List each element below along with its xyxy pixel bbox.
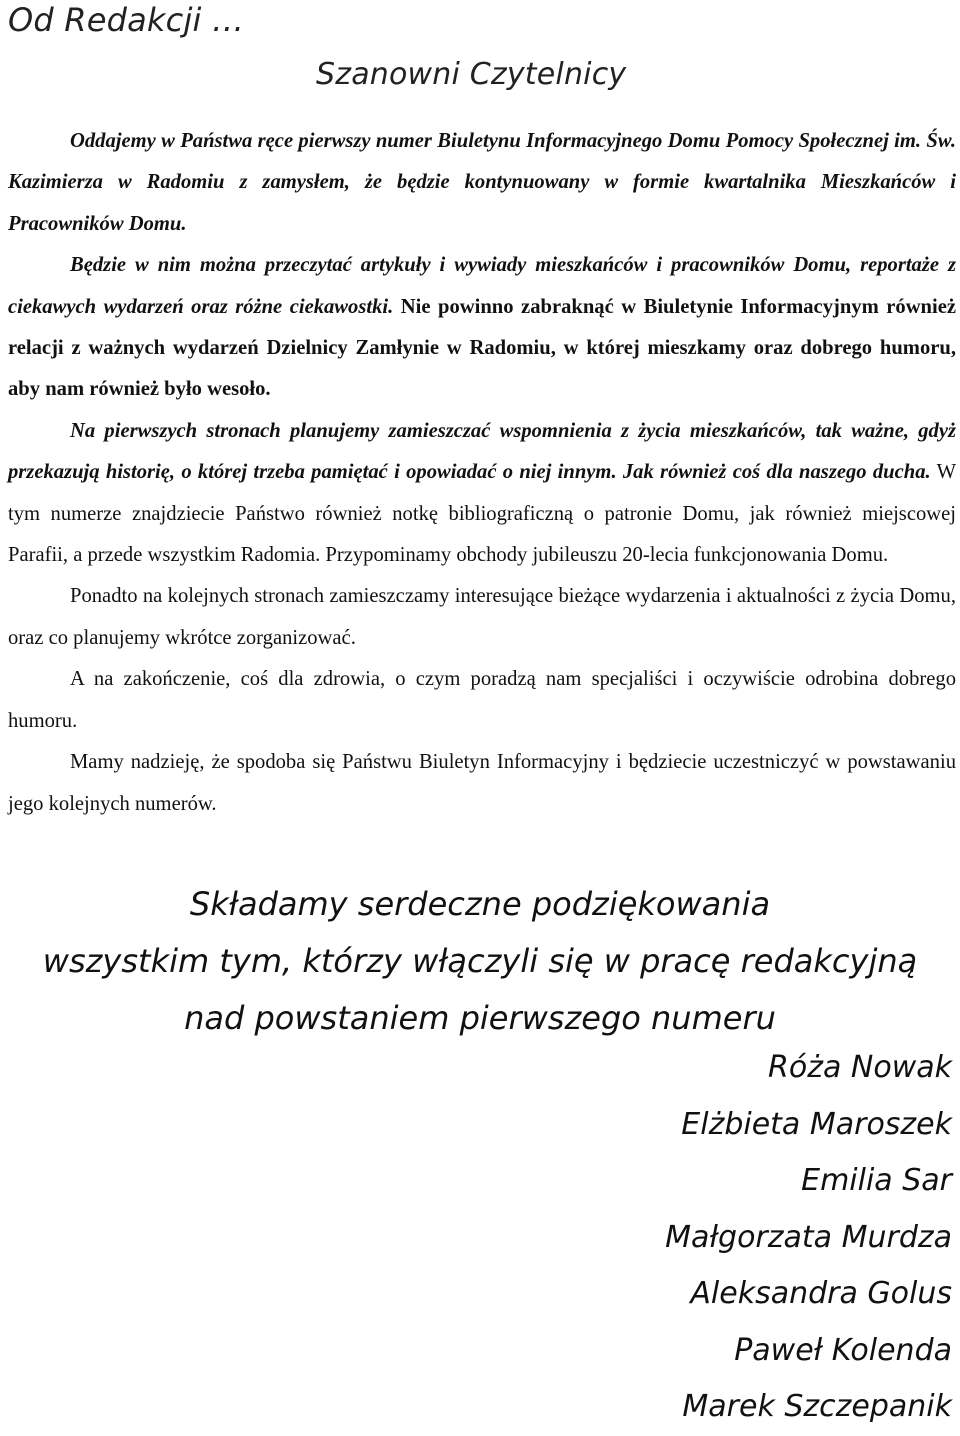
paragraph-closing-text: Mamy nadzieję, że spodoba się Państwu Biuletyn Informacyjny i będziecie uczestniczyć w powstawaniu jego kolejnych numerów. (8, 751, 956, 815)
paragraph-contents-text-a: Będzie w nim można przeczytać artykuły i wywiady mieszkańców i pracowników Domu, reportaże z ciekawych wydarzeń oraz różne ciekawostki. (8, 254, 956, 318)
thanks-block (0, 876, 960, 1047)
thanks-line-1: Składamy serdeczne podziękowania (189, 885, 771, 923)
paragraph-memories-text-b: W tym numerze znajdziecie Państwo również notkę bibliograficzną o patronie Domu, jak również miejscowej Parafii, a przede wszystkim Radomia. Przypominamy obchody jubileuszu 20-lecia funkcjonowania Domu. (8, 461, 957, 567)
editor-name: Emilia Sar (801, 1163, 952, 1198)
paragraph-contents-text-b: Nie powinno zabraknąć w Biuletynie Informacyjnym również relacji z ważnych wydarzeń Dzielnicy Zamłynie w Radomiu, w której mieszkamy oraz dobrego humoru, aby nam również było wesoło. (8, 295, 957, 401)
thanks-line-2: wszystkim tym, którzy włączyli się w pracę redakcyjną (42, 942, 918, 980)
editor-name: Małgorzata Murdza (665, 1219, 952, 1255)
editor-name: Róża Nowak (768, 1050, 952, 1085)
paragraph-news-text: Ponadto na kolejnych stronach zamieszczamy interesujące bieżące wydarzenia i aktualności z życia Domu, oraz co planujemy wkrótce zorganizować. (8, 585, 956, 649)
editor-name: Aleksandra Golus (690, 1276, 952, 1311)
paragraph-memories-text-a: Na pierwszych stronach planujemy zamieszczać wspomnienia z życia mieszkańców, tak ważne, gdyż przekazują historię, o której trzeba pamiętać i opowiadać o niej innym. Jak również coś dla naszego ducha. (8, 419, 956, 484)
editors-list (665, 1040, 952, 1436)
letter-body (8, 121, 956, 825)
salutation: Szanowni Czytelnicy (316, 57, 627, 92)
paragraph-memories (8, 411, 956, 577)
paragraph-news (8, 576, 956, 659)
paragraph-intro-text: Oddajemy w Państwa ręce pierwszy numer Biuletynu Informacyjnego Domu Pomocy Społecznej im. Św. Kazimierza w Radomiu z zamysłem, że będzie kontynuowany w formie kwartalnika Mieszkańców i Pracowników Domu. (8, 130, 956, 235)
thanks-line-3: nad powstaniem pierwszego numeru (184, 999, 776, 1037)
editor-name: Paweł Kolenda (734, 1332, 952, 1368)
paragraph-health (8, 659, 956, 742)
editor-name: Marek Szczepanik (682, 1389, 952, 1424)
section-title: Od Redakcji … (8, 1, 245, 39)
paragraph-intro (8, 121, 956, 245)
paragraph-contents (8, 245, 956, 411)
editor-name: Elżbieta Maroszek (681, 1106, 952, 1142)
paragraph-closing (8, 742, 956, 825)
paragraph-health-text: A na zakończenie, coś dla zdrowia, o czym poradzą nam specjaliści i oczywiście odrobina dobrego humoru. (8, 668, 956, 732)
